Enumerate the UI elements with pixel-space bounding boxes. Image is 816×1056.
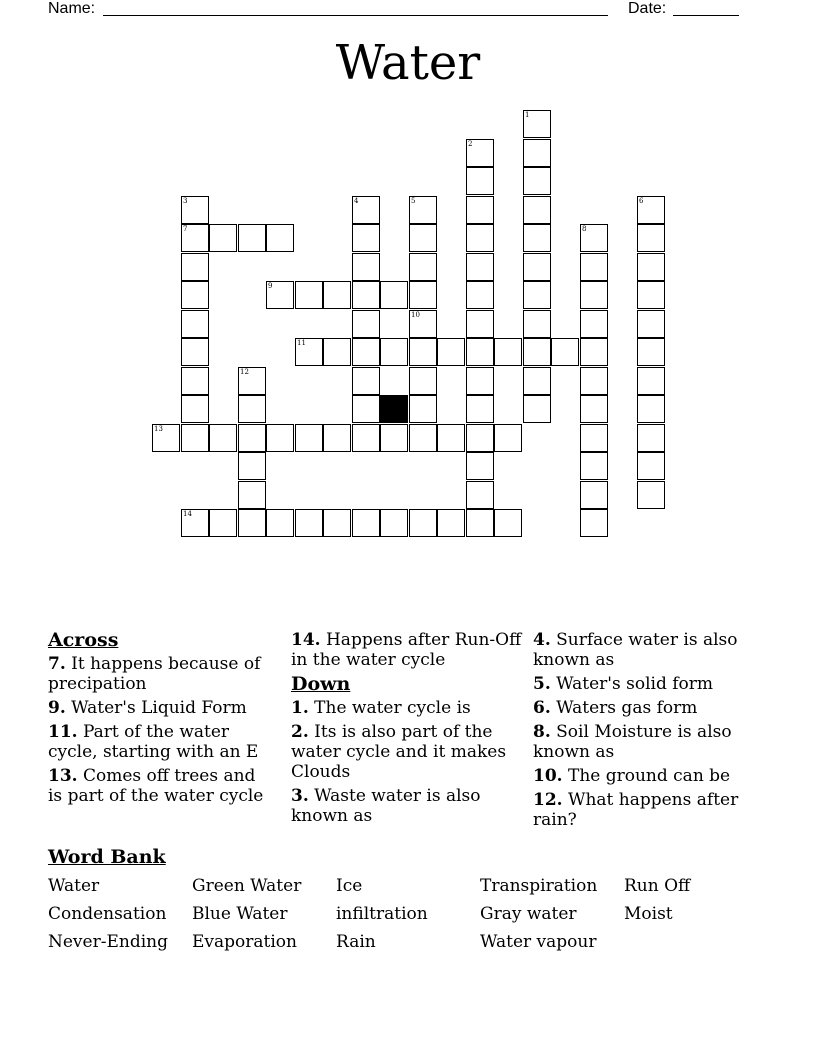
crossword-cell[interactable] — [523, 224, 551, 252]
crossword-cell[interactable] — [580, 253, 608, 281]
crossword-cell[interactable] — [295, 281, 323, 309]
down-heading: Down — [291, 673, 351, 695]
crossword-cell[interactable] — [352, 310, 380, 338]
word-bank-item: Run Off — [624, 876, 691, 896]
crossword-cell[interactable] — [352, 253, 380, 281]
clue-across-14: 14. Happens after Run-Off in the water cycle — [291, 630, 522, 670]
crossword-cell[interactable] — [523, 196, 551, 224]
crossword-cell[interactable] — [352, 338, 380, 366]
crossword-cell[interactable] — [181, 196, 209, 224]
crossword-cell[interactable] — [637, 367, 665, 395]
crossword-cell[interactable] — [352, 196, 380, 224]
crossword-cell[interactable] — [409, 424, 437, 452]
crossword-cell[interactable] — [466, 196, 494, 224]
crossword-cell[interactable] — [323, 281, 351, 309]
crossword-cell[interactable] — [266, 509, 294, 537]
crossword-cell[interactable] — [551, 338, 579, 366]
crossword-cell[interactable] — [637, 253, 665, 281]
clues-column-1 — [48, 630, 273, 810]
clue-number: 6 — [639, 197, 644, 205]
crossword-cell[interactable] — [637, 452, 665, 480]
crossword-cell[interactable] — [323, 509, 351, 537]
crossword-cell[interactable] — [238, 452, 266, 480]
crossword-cell[interactable] — [437, 338, 465, 366]
clue-number: 3 — [183, 197, 188, 205]
crossword-cell[interactable] — [637, 395, 665, 423]
crossword-cell[interactable] — [523, 310, 551, 338]
clues-column-3 — [533, 630, 768, 834]
crossword-cell[interactable] — [266, 281, 294, 309]
crossword-cell[interactable] — [637, 481, 665, 509]
crossword-cell[interactable] — [380, 338, 408, 366]
crossword-cell[interactable] — [323, 338, 351, 366]
name-label: Name: — [48, 0, 96, 17]
crossword-cell[interactable] — [637, 338, 665, 366]
crossword-cell[interactable] — [466, 395, 494, 423]
crossword-cell[interactable] — [466, 481, 494, 509]
clue-number: 1 — [525, 111, 530, 119]
crossword-cell[interactable] — [352, 424, 380, 452]
clue-number: 12 — [240, 368, 249, 376]
crossword-cell[interactable] — [409, 338, 437, 366]
crossword-cell[interactable] — [580, 281, 608, 309]
crossword-cell[interactable] — [580, 395, 608, 423]
crossword-cell[interactable] — [209, 509, 237, 537]
clue-across-9: 9. Water's Liquid Form — [48, 698, 247, 718]
word-bank-title: Word Bank — [48, 846, 166, 868]
crossword-cell[interactable] — [266, 224, 294, 252]
crossword-cell[interactable] — [181, 310, 209, 338]
clue-down-6: 6. Waters gas form — [533, 698, 698, 718]
crossword-cell[interactable] — [523, 167, 551, 195]
crossword-cell[interactable] — [494, 338, 522, 366]
crossword-cell[interactable] — [295, 424, 323, 452]
crossword-cell[interactable] — [352, 509, 380, 537]
word-bank-item: Green Water — [192, 876, 302, 896]
crossword-cell[interactable] — [580, 424, 608, 452]
crossword-cell[interactable] — [494, 424, 522, 452]
crossword-cell[interactable] — [181, 395, 209, 423]
crossword-cell[interactable] — [181, 424, 209, 452]
crossword-cell[interactable] — [409, 224, 437, 252]
crossword-cell[interactable] — [266, 424, 294, 452]
crossword-cell[interactable] — [523, 139, 551, 167]
crossword-cell[interactable] — [238, 224, 266, 252]
crossword-cell[interactable] — [580, 509, 608, 537]
crossword-cell[interactable] — [523, 395, 551, 423]
crossword-cell[interactable] — [523, 253, 551, 281]
crossword-cell[interactable] — [466, 424, 494, 452]
clue-number: 10 — [411, 311, 420, 319]
crossword-cell[interactable] — [580, 310, 608, 338]
clue-number: 14 — [183, 510, 192, 518]
clue-down-12: 12. What happens after rain? — [533, 790, 739, 830]
word-bank-item: Rain — [336, 932, 376, 952]
crossword-cell[interactable] — [523, 367, 551, 395]
crossword-cell[interactable] — [238, 481, 266, 509]
crossword-cell[interactable] — [380, 281, 408, 309]
crossword-cell[interactable] — [637, 281, 665, 309]
crossword-cell[interactable] — [466, 452, 494, 480]
crossword-cell[interactable] — [181, 509, 209, 537]
crossword-cell[interactable] — [181, 338, 209, 366]
crossword-cell[interactable] — [580, 452, 608, 480]
crossword-cell[interactable] — [323, 424, 351, 452]
clue-down-8: 8. Soil Moisture is also known as — [533, 722, 732, 762]
crossword-cell[interactable] — [152, 424, 180, 452]
crossword-cell[interactable] — [409, 367, 437, 395]
crossword-cell[interactable] — [637, 310, 665, 338]
clue-down-10: 10. The ground can be — [533, 766, 731, 786]
clue-number: 4 — [354, 197, 359, 205]
crossword-cell[interactable] — [466, 139, 494, 167]
crossword-cell[interactable] — [523, 110, 551, 138]
crossword-cell[interactable] — [181, 281, 209, 309]
crossword-cell[interactable] — [295, 338, 323, 366]
crossword-cell[interactable] — [238, 509, 266, 537]
crossword-cell[interactable] — [437, 509, 465, 537]
crossword-cell[interactable] — [466, 338, 494, 366]
crossword-cell[interactable] — [209, 224, 237, 252]
crossword-cell[interactable] — [580, 224, 608, 252]
crossword-cell[interactable] — [580, 367, 608, 395]
crossword-cell[interactable] — [409, 395, 437, 423]
clue-number: 13 — [154, 425, 163, 433]
crossword-cell[interactable] — [352, 281, 380, 309]
crossword-cell[interactable] — [409, 253, 437, 281]
crossword-cell[interactable] — [580, 481, 608, 509]
crossword-cell[interactable] — [238, 395, 266, 423]
clue-number: 2 — [468, 140, 473, 148]
crossword-cell[interactable] — [352, 395, 380, 423]
clue-down-5: 5. Water's solid form — [533, 674, 713, 694]
crossword-cell[interactable] — [523, 281, 551, 309]
clue-down-4: 4. Surface water is also known as — [533, 630, 738, 670]
crossword-cell[interactable] — [637, 196, 665, 224]
word-bank-item: Never-Ending — [48, 932, 168, 952]
crossword-cell[interactable] — [466, 224, 494, 252]
word-bank-item: Transpiration — [480, 876, 598, 896]
crossword-cell[interactable] — [181, 224, 209, 252]
crossword-cell[interactable] — [637, 424, 665, 452]
crossword-cell[interactable] — [466, 281, 494, 309]
across-heading: Across — [48, 629, 119, 651]
crossword-cell[interactable] — [380, 424, 408, 452]
black-cell — [380, 395, 408, 423]
crossword-cell[interactable] — [380, 509, 408, 537]
word-bank-item: Evaporation — [192, 932, 297, 952]
crossword-cell[interactable] — [409, 281, 437, 309]
clue-number: 9 — [268, 282, 273, 290]
crossword-cell[interactable] — [523, 338, 551, 366]
crossword-cell[interactable] — [181, 253, 209, 281]
clue-number: 7 — [183, 225, 188, 233]
clue-across-7: 7. It happens because of precipation — [48, 654, 261, 694]
crossword-cell[interactable] — [580, 338, 608, 366]
crossword-cell[interactable] — [466, 367, 494, 395]
crossword-cell[interactable] — [352, 367, 380, 395]
word-bank-item: Water — [48, 876, 100, 896]
word-bank — [48, 876, 768, 960]
clue-number: 8 — [582, 225, 587, 233]
crossword-cell[interactable] — [238, 367, 266, 395]
crossword-cell[interactable] — [466, 253, 494, 281]
crossword-cell[interactable] — [466, 310, 494, 338]
crossword-cell[interactable] — [295, 509, 323, 537]
word-bank-item: Moist — [624, 904, 673, 924]
crossword-cell[interactable] — [409, 196, 437, 224]
clue-down-3: 3. Waste water is also known as — [291, 786, 481, 826]
page-title: Water — [335, 35, 481, 91]
crossword-cell[interactable] — [209, 424, 237, 452]
crossword-cell[interactable] — [437, 424, 465, 452]
word-bank-item: Condensation — [48, 904, 167, 924]
word-bank-item: Gray water — [480, 904, 577, 924]
word-bank-item: Ice — [336, 876, 363, 896]
crossword-cell[interactable] — [352, 224, 380, 252]
crossword-cell[interactable] — [238, 424, 266, 452]
word-bank-item: infiltration — [336, 904, 428, 924]
crossword-cell[interactable] — [466, 509, 494, 537]
clue-number: 11 — [297, 339, 306, 347]
clue-down-2: 2. Its is also part of the water cycle and it makes Clouds — [291, 722, 507, 782]
clue-down-1: 1. The water cycle is — [291, 698, 471, 718]
clue-across-13: 13. Comes off trees and is part of the water cycle — [48, 766, 264, 806]
crossword-cell[interactable] — [181, 367, 209, 395]
crossword-cell[interactable] — [466, 167, 494, 195]
date-label: Date: — [628, 0, 667, 17]
crossword-cell[interactable] — [409, 310, 437, 338]
crossword-cell[interactable] — [494, 509, 522, 537]
word-bank-item: Blue Water — [192, 904, 288, 924]
clue-number: 5 — [411, 197, 416, 205]
clues-column-2 — [291, 630, 526, 830]
crossword-cell[interactable] — [637, 224, 665, 252]
word-bank-item: Water vapour — [480, 932, 597, 952]
crossword-cell[interactable] — [409, 509, 437, 537]
clue-across-11: 11. Part of the water cycle, starting with an E — [48, 722, 259, 762]
